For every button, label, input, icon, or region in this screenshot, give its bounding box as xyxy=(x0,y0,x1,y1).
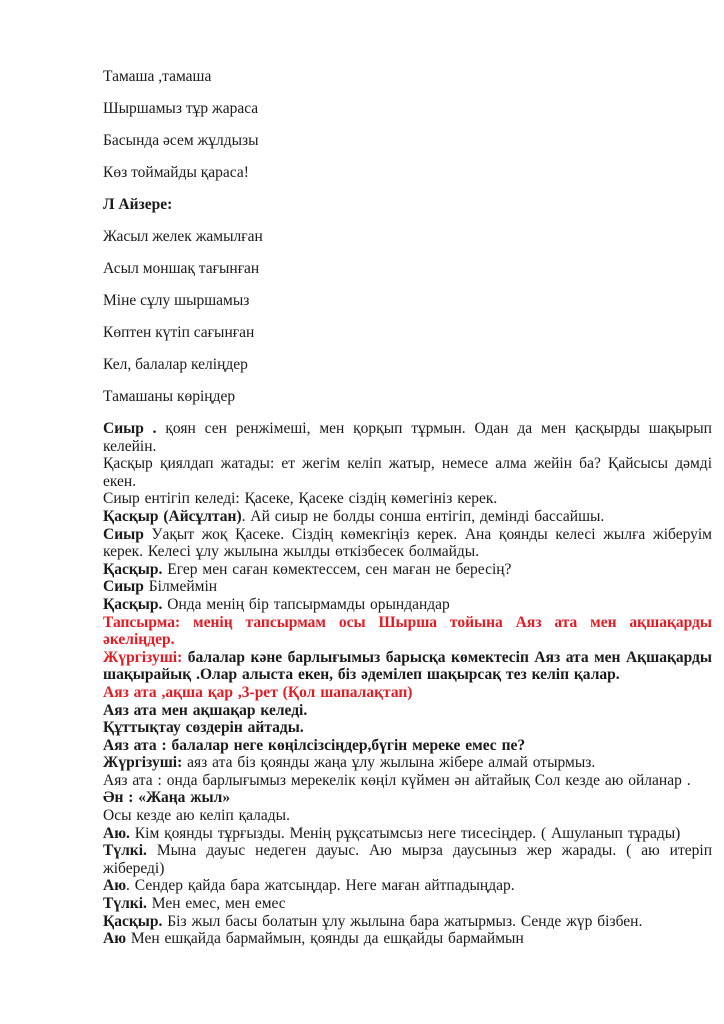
dialogue-paragraph xyxy=(103,526,712,561)
dialogue-paragraph xyxy=(103,737,712,755)
text-segment: Білмеймін xyxy=(143,578,218,596)
speaker-or-emphasis-segment: Аю xyxy=(103,877,127,895)
poem-line: Кел, балалар келіңдер xyxy=(103,356,248,373)
poem-line: Міне сұлу шыршамыз xyxy=(103,292,250,309)
text-segment: . Ай сиыр не болды сонша ентігіп, демінді бассайшы. xyxy=(241,507,605,525)
poem-line: Көптен күтіп сағынған xyxy=(103,324,255,341)
dialogue-paragraph xyxy=(103,508,712,526)
poem-speaker-heading: Л Айзере: xyxy=(103,196,173,213)
dialogue-paragraph xyxy=(103,614,712,649)
text-segment: аяз ата біз қоянды жаңа ұлу жылына жібере алмай отырмыз. xyxy=(182,754,596,772)
dialogue-paragraph xyxy=(103,842,712,877)
dialogue-paragraph xyxy=(103,578,712,596)
dialogue-paragraph xyxy=(103,772,712,790)
speaker-or-emphasis-segment: Жүргізуші: xyxy=(103,648,183,666)
poem-line: Тамаша ,тамаша xyxy=(103,68,212,85)
speaker-or-emphasis-segment: Қасқыр. xyxy=(103,912,163,930)
poem-line: Асыл моншақ тағынған xyxy=(103,260,260,277)
text-segment: Мен емес, мен емес xyxy=(146,895,286,913)
dialogue-paragraph xyxy=(103,455,712,490)
dialogue-paragraph xyxy=(103,825,712,843)
speaker-or-emphasis-segment: Қасқыр (Айсұлтан) xyxy=(103,507,242,525)
text-segment: Сиыр ентігіп келеді: Қасеке, Қасеке сіздің көмегініз керек. xyxy=(103,490,498,508)
text-segment: Онда менің бір тапсырмамды орындандар xyxy=(162,595,450,613)
text-segment: Қасқыр қиялдап жатады: ет жегім келіп жатыр, немесе алма жейін ба? Қайсысы дәмді екен. xyxy=(103,455,712,490)
speaker-or-emphasis-segment: Құттықтау сөздерін айтады. xyxy=(103,719,304,737)
speaker-or-emphasis-segment: Аяз ата ,ақша қар ,3-рет (Қол шапалақтап) xyxy=(103,683,413,701)
dialogue-paragraph xyxy=(103,702,712,720)
text-segment: . Сендер қайда бара жатсыңдар. Неге маған айтпадыңдар. xyxy=(126,877,515,895)
speaker-or-emphasis-segment: Қасқыр. xyxy=(103,595,163,613)
dialogue-paragraph xyxy=(103,877,712,895)
text-segment: Кім қоянды тұрғызды. Менің рұқсатымсыз неге тисесіңдер. ( Ашуланып тұрады) xyxy=(129,824,681,842)
speaker-or-emphasis-segment: Түлкі. xyxy=(103,842,147,860)
speaker-or-emphasis-segment: Сиыр . xyxy=(103,420,157,437)
dialogue-paragraph xyxy=(103,754,712,772)
poem-line: Басында әсем жұлдызы xyxy=(103,132,259,149)
speaker-or-emphasis-segment: Түлкі. xyxy=(103,895,147,913)
poem-line: Жасыл желек жамылған xyxy=(103,228,263,245)
speaker-or-emphasis-segment: Аяз ата : балалар неге көңілсізсіңдер,бүгін мереке емес пе? xyxy=(103,736,526,754)
text-segment: қоян сен ренжімеші, мен қорқып тұрмын. Одан да мен қасқырды шақырып келейін. xyxy=(103,420,712,455)
dialogue-paragraph xyxy=(103,930,712,948)
poem-line: Тамашаны көріңдер xyxy=(103,388,236,405)
dialogue-paragraph xyxy=(103,789,712,807)
dialogue-paragraph xyxy=(103,490,712,508)
dialogue-paragraph xyxy=(103,649,712,684)
poem-line: Шыршамыз тұр жараса xyxy=(103,100,259,117)
text-segment: Егер мен саған көмектессем, сен маған не бересің? xyxy=(162,560,512,578)
poem-section xyxy=(103,68,712,405)
text-segment: Аяз ата : онда барлығымыз мерекелік көңіл күймен ән айтайық Сол кезде аю ойланар . xyxy=(103,771,691,789)
text-segment: Мен ешқайда бармаймын, қоянды да ешқайды бармаймын xyxy=(126,930,524,948)
speaker-or-emphasis-segment: Аю. xyxy=(103,824,130,842)
dialogue-paragraph xyxy=(103,895,712,913)
speaker-or-emphasis-segment: Ән : «Жаңа жыл» xyxy=(103,789,231,807)
text-segment: Біз жыл басы болатын ұлу жылына бара жатырмыз. Сенде жүр бізбен. xyxy=(162,912,643,930)
dialogue-section xyxy=(103,420,712,948)
text-segment: Мына дауыс недеген дауыс. Аю мырза даусыныз жер жарады. ( аю итеріп жібереді) xyxy=(103,842,712,877)
speaker-or-emphasis-segment: Аяз ата мен ақшақар келеді. xyxy=(103,701,308,719)
dialogue-paragraph xyxy=(103,596,712,614)
speaker-or-emphasis-segment: Жүргізуші: xyxy=(103,754,183,772)
speaker-or-emphasis-segment: Тапсырма: менің тапсырмам осы Шырша тойына Аяз ата мен ақшақарды әкеліңдер. xyxy=(103,613,712,649)
text-segment: Уақыт жоқ Қасеке. Сіздің көмекгіңіз керек. Ана қоянды келесі жылға жіберуім керек. Келесі ұлу жылына жылды өткізбесек болмайды. xyxy=(103,525,712,561)
dialogue-paragraph xyxy=(103,420,712,455)
dialogue-paragraph xyxy=(103,807,712,825)
speaker-or-emphasis-segment: балалар кәне барлығымыз барысқа көмектесіп Аяз ата мен Ақшақарды шақырайық .Олар алыста екен, біз әдемілеп шақырсақ тез келіп қалар. xyxy=(103,648,712,684)
dialogue-paragraph xyxy=(103,913,712,931)
document-content xyxy=(103,68,712,948)
dialogue-paragraph xyxy=(103,719,712,737)
speaker-or-emphasis-segment: Сиыр xyxy=(103,578,144,596)
dialogue-paragraph xyxy=(103,561,712,579)
dialogue-paragraph xyxy=(103,684,712,702)
speaker-or-emphasis-segment: Қасқыр. xyxy=(103,560,163,578)
speaker-or-emphasis-segment: Аю xyxy=(103,930,127,948)
text-segment: Осы кезде аю келіп қалады. xyxy=(103,807,290,825)
speaker-or-emphasis-segment: Сиыр xyxy=(103,525,144,543)
poem-line: Көз тоймайды қараса! xyxy=(103,164,249,181)
